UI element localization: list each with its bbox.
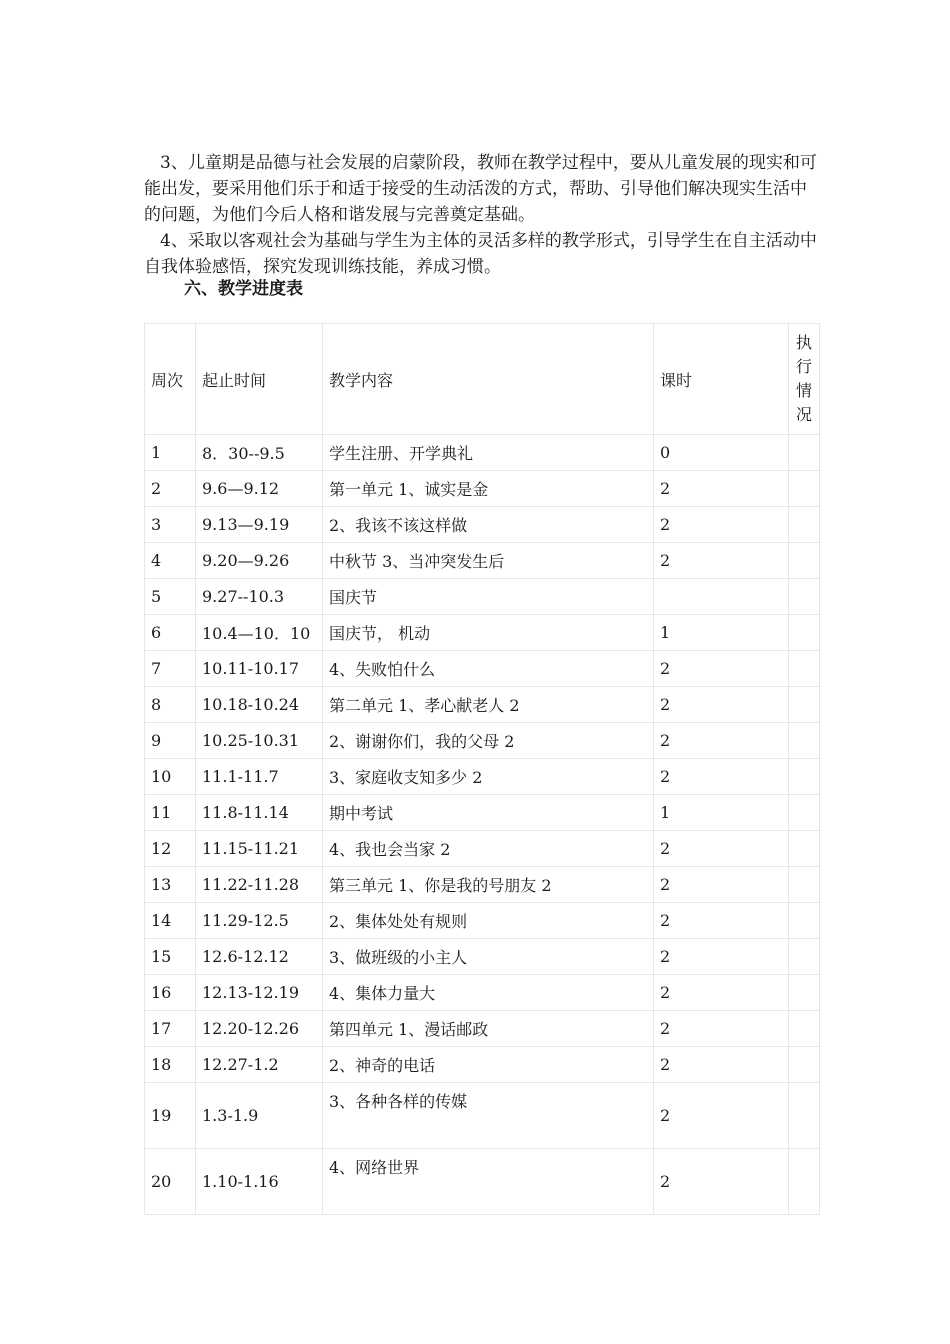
- cell-content: 4、我也会当家 2: [323, 831, 654, 867]
- cell-content: 4、失败怕什么: [323, 651, 654, 687]
- cell-execution: [789, 471, 820, 507]
- cell-content: 2、神奇的电话: [323, 1047, 654, 1083]
- cell-week: 5: [145, 579, 196, 615]
- cell-content: 第三单元 1、你是我的号朋友 2: [323, 867, 654, 903]
- header-execution: 执行情况: [789, 324, 820, 435]
- cell-dates: 9.6—9.12: [196, 471, 323, 507]
- header-content: 教学内容: [323, 324, 654, 435]
- cell-hours: 2: [654, 687, 789, 723]
- table-row: [145, 1047, 820, 1083]
- cell-hours: 2: [654, 1011, 789, 1047]
- cell-hours: [654, 579, 789, 615]
- cell-content: 国庆节， 机动: [323, 615, 654, 651]
- cell-hours: 1: [654, 615, 789, 651]
- cell-execution: [789, 1083, 820, 1149]
- header-week: 周次: [145, 324, 196, 435]
- table-row: [145, 903, 820, 939]
- cell-week: 20: [145, 1149, 196, 1215]
- cell-dates: 11.29-12.5: [196, 903, 323, 939]
- cell-content: 4、网络世界: [323, 1149, 654, 1215]
- table-row: [145, 471, 820, 507]
- cell-content: 第四单元 1、漫话邮政: [323, 1011, 654, 1047]
- cell-hours: 2: [654, 1047, 789, 1083]
- cell-hours: 2: [654, 471, 789, 507]
- cell-hours: 2: [654, 867, 789, 903]
- header-dates: 起止时间: [196, 324, 323, 435]
- cell-hours: 2: [654, 507, 789, 543]
- cell-week: 12: [145, 831, 196, 867]
- cell-execution: [789, 1149, 820, 1215]
- table-row: [145, 507, 820, 543]
- cell-execution: [789, 1047, 820, 1083]
- cell-execution: [789, 435, 820, 471]
- cell-week: 18: [145, 1047, 196, 1083]
- cell-content: 国庆节: [323, 579, 654, 615]
- schedule-table-body: [145, 324, 820, 1215]
- cell-execution: [789, 651, 820, 687]
- cell-content: 3、各种各样的传媒: [323, 1083, 654, 1149]
- cell-week: 11: [145, 795, 196, 831]
- cell-week: 14: [145, 903, 196, 939]
- table-row: [145, 939, 820, 975]
- cell-execution: [789, 939, 820, 975]
- cell-execution: [789, 687, 820, 723]
- cell-execution: [789, 759, 820, 795]
- cell-week: 4: [145, 543, 196, 579]
- cell-content: 期中考试: [323, 795, 654, 831]
- schedule-table: [144, 323, 820, 1215]
- cell-week: 19: [145, 1083, 196, 1149]
- table-row: [145, 435, 820, 471]
- table-row: [145, 543, 820, 579]
- cell-dates: 1.10-1.16: [196, 1149, 323, 1215]
- cell-week: 2: [145, 471, 196, 507]
- cell-execution: [789, 975, 820, 1011]
- cell-hours: 2: [654, 975, 789, 1011]
- cell-week: 6: [145, 615, 196, 651]
- table-row: [145, 651, 820, 687]
- cell-dates: 1.3-1.9: [196, 1083, 323, 1149]
- cell-content: 3、做班级的小主人: [323, 939, 654, 975]
- cell-dates: 10.11-10.17: [196, 651, 323, 687]
- cell-execution: [789, 795, 820, 831]
- table-row: [145, 759, 820, 795]
- cell-content: 4、集体力量大: [323, 975, 654, 1011]
- cell-week: 1: [145, 435, 196, 471]
- cell-hours: 2: [654, 759, 789, 795]
- cell-hours: 2: [654, 939, 789, 975]
- cell-execution: [789, 867, 820, 903]
- cell-execution: [789, 579, 820, 615]
- table-row: [145, 1083, 820, 1149]
- cell-dates: 12.6-12.12: [196, 939, 323, 975]
- cell-dates: 10.18-10.24: [196, 687, 323, 723]
- cell-dates: 9.20—9.26: [196, 543, 323, 579]
- table-row: [145, 579, 820, 615]
- table-row: [145, 687, 820, 723]
- cell-content: 中秋节 3、当冲突发生后: [323, 543, 654, 579]
- cell-execution: [789, 1011, 820, 1047]
- cell-dates: 11.8-11.14: [196, 795, 323, 831]
- table-row: [145, 615, 820, 651]
- header-hours: 课时: [654, 324, 789, 435]
- cell-hours: 2: [654, 651, 789, 687]
- cell-dates: 11.1-11.7: [196, 759, 323, 795]
- table-row: [145, 1149, 820, 1215]
- cell-dates: 12.20-12.26: [196, 1011, 323, 1047]
- cell-dates: 10.4—10．10: [196, 615, 323, 651]
- cell-dates: 9.27--10.3: [196, 579, 323, 615]
- table-row: [145, 975, 820, 1011]
- cell-execution: [789, 507, 820, 543]
- cell-week: 15: [145, 939, 196, 975]
- cell-week: 17: [145, 1011, 196, 1047]
- cell-content: 2、集体处处有规则: [323, 903, 654, 939]
- table-header-row: [145, 324, 820, 435]
- cell-week: 13: [145, 867, 196, 903]
- cell-week: 3: [145, 507, 196, 543]
- cell-dates: 12.27-1.2: [196, 1047, 323, 1083]
- table-row: [145, 1011, 820, 1047]
- cell-dates: 8．30--9.5: [196, 435, 323, 471]
- cell-hours: 1: [654, 795, 789, 831]
- cell-execution: [789, 543, 820, 579]
- cell-hours: 2: [654, 543, 789, 579]
- cell-dates: 11.22-11.28: [196, 867, 323, 903]
- cell-execution: [789, 831, 820, 867]
- table-row: [145, 723, 820, 759]
- table-row: [145, 831, 820, 867]
- cell-hours: 2: [654, 1083, 789, 1149]
- cell-content: 3、家庭收支知多少 2: [323, 759, 654, 795]
- cell-dates: 10.25-10.31: [196, 723, 323, 759]
- cell-hours: 2: [654, 1149, 789, 1215]
- cell-hours: 2: [654, 903, 789, 939]
- section-heading: 六、教学进度表: [184, 279, 303, 299]
- cell-week: 10: [145, 759, 196, 795]
- cell-week: 9: [145, 723, 196, 759]
- table-row: [145, 795, 820, 831]
- cell-content: 学生注册、开学典礼: [323, 435, 654, 471]
- cell-content: 第二单元 1、孝心献老人 2: [323, 687, 654, 723]
- cell-hours: 2: [654, 723, 789, 759]
- paragraph-3: 3、儿童期是品德与社会发展的启蒙阶段，教师在教学过程中，要从儿童发展的现实和可能出发，要采用他们乐于和适于接受的生动活泼的方式，帮助、引导他们解决现实生活中的问题，为他们今后人格和谐发展与完善奠定基础。: [144, 153, 817, 225]
- cell-week: 16: [145, 975, 196, 1011]
- cell-dates: 12.13-12.19: [196, 975, 323, 1011]
- table-row: [145, 867, 820, 903]
- cell-dates: 9.13—9.19: [196, 507, 323, 543]
- paragraph-4: 4、采取以客观社会为基础与学生为主体的灵活多样的教学形式，引导学生在自主活动中自我体验感悟，探究发现训练技能，养成习惯。: [144, 231, 817, 277]
- cell-content: 第一单元 1、诚实是金: [323, 471, 654, 507]
- cell-hours: 0: [654, 435, 789, 471]
- cell-hours: 2: [654, 831, 789, 867]
- cell-execution: [789, 615, 820, 651]
- cell-week: 7: [145, 651, 196, 687]
- cell-week: 8: [145, 687, 196, 723]
- cell-dates: 11.15-11.21: [196, 831, 323, 867]
- cell-execution: [789, 903, 820, 939]
- cell-content: 2、谢谢你们，我的父母 2: [323, 723, 654, 759]
- cell-content: 2、我该不该这样做: [323, 507, 654, 543]
- cell-execution: [789, 723, 820, 759]
